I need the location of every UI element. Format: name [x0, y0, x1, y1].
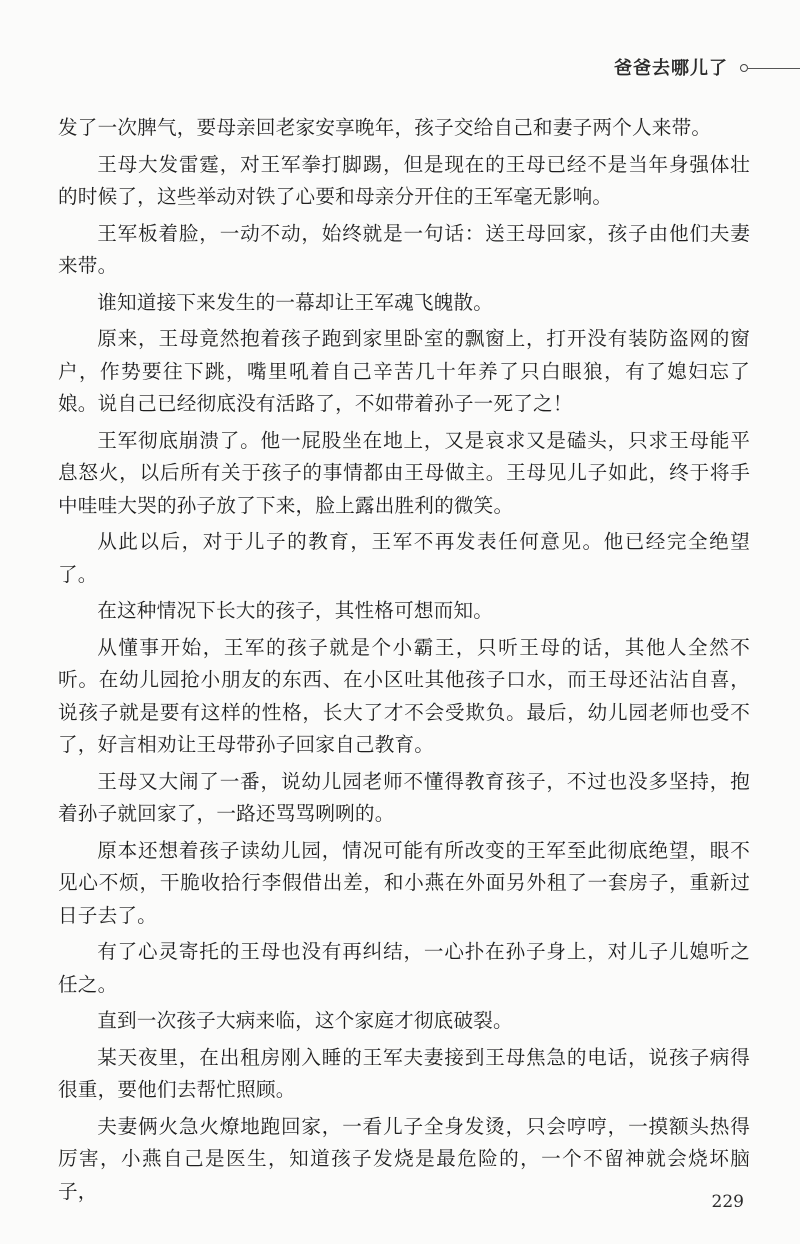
paragraph: 有了心灵寄托的王母也没有再纠结，一心扑在孙子身上，对儿子儿媳听之任之。 — [58, 940, 750, 996]
paragraph: 发了一次脾气，要母亲回老家安享晚年，孩子交给自己和妻子两个人来带。 — [58, 116, 712, 139]
header-title: 爸爸去哪儿了 — [614, 58, 728, 79]
paragraph: 王母又大闹了一番，说幼儿园老师不懂得教育孩子，不过也没多坚持，抱着孙子就回家了，一路还骂骂咧咧的。 — [58, 769, 750, 825]
paragraph: 直到一次孩子大病来临，这个家庭才彻底破裂。 — [97, 1009, 513, 1032]
header-rule — [748, 68, 800, 69]
paragraph: 从懂事开始，王军的孩子就是个小霸王，只听王母的话，其他人全然不听。在幼儿园抢小朋友的东西、在小区吐其他孩子口水，而王母还沾沾自喜，说孩子就是要有这样的性格，长大了才不会受欺负。最后，幼儿园老师也受不了，好言相劝让王母带孙子回家自己教育。 — [58, 635, 750, 756]
paragraph: 某天夜里，在出租房刚入睡的王军夫妻接到王母焦急的电话，说孩子病得很重，要他们去帮忙照顾。 — [58, 1045, 750, 1101]
running-header — [540, 48, 800, 88]
paragraph: 谁知道接下来发生的一幕却让王军魂飞魄散。 — [97, 290, 494, 314]
paragraph: 从此以后，对于儿子的教育，王军不再发表任何意见。他已经完全绝望了。 — [58, 530, 750, 586]
paragraph: 夫妻俩火急火燎地跑回家，一看儿子全身发烫，只会哼哼，一摸额头热得厉害，小燕自己是医生，知道孩子发烧是最危险的，一个不留神就会烧坏脑子， — [58, 1114, 750, 1203]
paragraph: 在这种情况下长大的孩子，其性格可想而知。 — [97, 599, 494, 622]
paragraph: 原本还想着孩子读幼儿园，情况可能有所改变的王军至此彻底绝望，眼不见心不烦，干脆收拾行李假借出差，和小燕在外面另外租了一套房子，重新过日子去了。 — [58, 838, 750, 927]
paragraph: 原来，王母竟然抱着孩子跑到家里卧室的飘窗上，打开没有装防盗网的窗户，作势要往下跳，嘴里吼着自己辛苦几十年养了只白眼狼，有了媳妇忘了娘。说自己已经彻底没有活路了，不如带着孙子一死了之！ — [58, 327, 750, 415]
page-number: 229 — [711, 1192, 744, 1212]
paragraph: 王军板着脸，一动不动，始终就是一句话：送王母回家，孩子由他们夫妻来带。 — [58, 221, 750, 277]
paragraph: 王军彻底崩溃了。他一屁股坐在地上，又是哀求又是磕头，只求王母能平息怒火，以后所有关于孩子的事情都由王母做主。王母见儿子如此，终于将手中哇哇大哭的孙子放了下来，脸上露出胜利的微笑。 — [58, 428, 750, 517]
paragraph: 王母大发雷霆，对王军拳打脚踢，但是现在的王母已经不是当年身强体壮的时候了，这些举动对铁了心要和母亲分开住的王军毫无影响。 — [58, 152, 750, 208]
body-text — [58, 112, 750, 1212]
header-circle-ornament — [740, 64, 748, 72]
